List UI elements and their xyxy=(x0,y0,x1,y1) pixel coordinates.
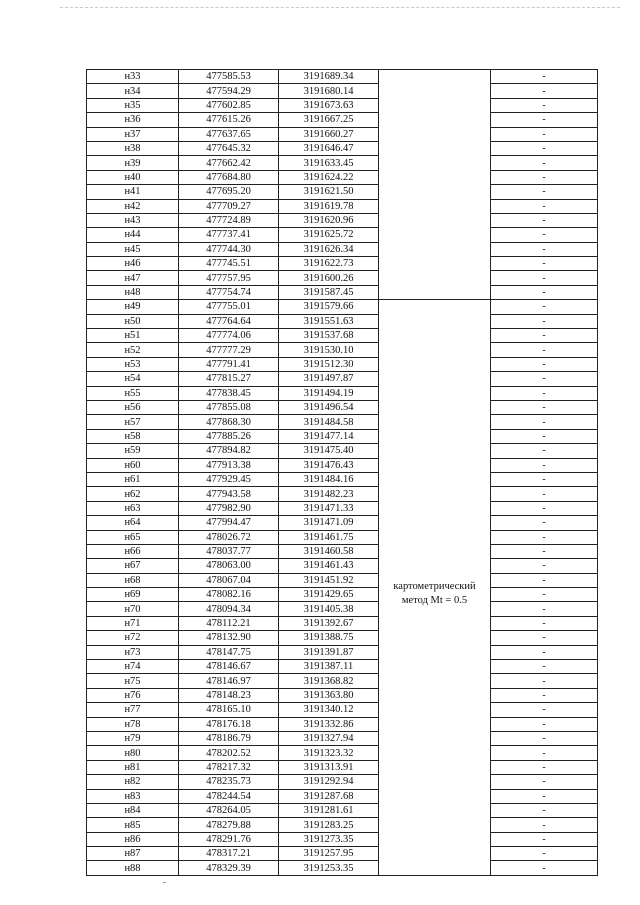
table-row xyxy=(87,602,598,616)
table-row xyxy=(87,170,598,184)
mark-cell: - xyxy=(491,746,598,760)
y-coordinate-cell: 3191512.30 xyxy=(279,357,379,371)
mark-cell: - xyxy=(491,429,598,443)
table-row xyxy=(87,314,598,328)
point-name-cell: н44 xyxy=(87,228,179,242)
x-coordinate-cell: 478026.72 xyxy=(179,530,279,544)
x-coordinate-cell: 478186.79 xyxy=(179,731,279,745)
table-row xyxy=(87,213,598,227)
table-row xyxy=(87,616,598,630)
table-row xyxy=(87,271,598,285)
y-coordinate-cell: 3191477.14 xyxy=(279,429,379,443)
mark-cell: - xyxy=(491,717,598,731)
x-coordinate-cell: 478264.05 xyxy=(179,803,279,817)
table-row xyxy=(87,156,598,170)
y-coordinate-cell: 3191471.09 xyxy=(279,516,379,530)
y-coordinate-cell: 3191624.22 xyxy=(279,170,379,184)
y-coordinate-cell: 3191451.92 xyxy=(279,573,379,587)
table-row xyxy=(87,660,598,674)
table-row xyxy=(87,760,598,774)
table-row xyxy=(87,746,598,760)
table-row xyxy=(87,588,598,602)
mark-cell: - xyxy=(491,660,598,674)
y-coordinate-cell: 3191327.94 xyxy=(279,731,379,745)
y-coordinate-cell: 3191253.35 xyxy=(279,861,379,875)
table-row xyxy=(87,228,598,242)
table-row xyxy=(87,487,598,501)
point-name-cell: н46 xyxy=(87,257,179,271)
table-row xyxy=(87,415,598,429)
x-coordinate-cell: 478148.23 xyxy=(179,688,279,702)
y-coordinate-cell: 3191646.47 xyxy=(279,141,379,155)
x-coordinate-cell: 477662.42 xyxy=(179,156,279,170)
point-name-cell: н55 xyxy=(87,386,179,400)
mark-cell: - xyxy=(491,731,598,745)
y-coordinate-cell: 3191475.40 xyxy=(279,444,379,458)
point-name-cell: н86 xyxy=(87,832,179,846)
y-coordinate-cell: 3191620.96 xyxy=(279,213,379,227)
x-coordinate-cell: 478317.21 xyxy=(179,847,279,861)
mark-cell: - xyxy=(491,645,598,659)
point-name-cell: н88 xyxy=(87,861,179,875)
table-row xyxy=(87,199,598,213)
x-coordinate-cell: 477594.29 xyxy=(179,84,279,98)
table-row xyxy=(87,429,598,443)
mark-cell: - xyxy=(491,329,598,343)
table-row xyxy=(87,544,598,558)
table-row xyxy=(87,141,598,155)
point-name-cell: н82 xyxy=(87,775,179,789)
table-row xyxy=(87,185,598,199)
x-coordinate-cell: 477774.06 xyxy=(179,329,279,343)
table-row xyxy=(87,70,598,84)
point-name-cell: н72 xyxy=(87,631,179,645)
table-row xyxy=(87,400,598,414)
point-name-cell: н79 xyxy=(87,731,179,745)
table-row xyxy=(87,113,598,127)
y-coordinate-cell: 3191625.72 xyxy=(279,228,379,242)
table-row xyxy=(87,98,598,112)
y-coordinate-cell: 3191660.27 xyxy=(279,127,379,141)
y-coordinate-cell: 3191587.45 xyxy=(279,285,379,299)
x-coordinate-cell: 477868.30 xyxy=(179,415,279,429)
y-coordinate-cell: 3191476.43 xyxy=(279,458,379,472)
mark-cell: - xyxy=(491,573,598,587)
x-coordinate-cell: 477815.27 xyxy=(179,372,279,386)
mark-cell: - xyxy=(491,127,598,141)
point-name-cell: н76 xyxy=(87,688,179,702)
table-row xyxy=(87,257,598,271)
mark-cell: - xyxy=(491,847,598,861)
y-coordinate-cell: 3191626.34 xyxy=(279,242,379,256)
x-coordinate-cell: 477754.74 xyxy=(179,285,279,299)
y-coordinate-cell: 3191391.87 xyxy=(279,645,379,659)
point-name-cell: н41 xyxy=(87,185,179,199)
mark-cell: - xyxy=(491,141,598,155)
mark-cell: - xyxy=(491,156,598,170)
mark-cell: - xyxy=(491,616,598,630)
table-row xyxy=(87,645,598,659)
point-name-cell: н54 xyxy=(87,372,179,386)
y-coordinate-cell: 3191600.26 xyxy=(279,271,379,285)
point-name-cell: н87 xyxy=(87,847,179,861)
table-row xyxy=(87,386,598,400)
mark-cell: - xyxy=(491,832,598,846)
method-line-2: метод Mt = 0.5 xyxy=(401,594,468,606)
table-row xyxy=(87,861,598,875)
mark-cell: - xyxy=(491,300,598,314)
y-coordinate-cell: 3191460.58 xyxy=(279,544,379,558)
table-row xyxy=(87,127,598,141)
x-coordinate-cell: 477894.82 xyxy=(179,444,279,458)
y-coordinate-cell: 3191579.66 xyxy=(279,300,379,314)
mark-cell: - xyxy=(491,688,598,702)
point-name-cell: н74 xyxy=(87,660,179,674)
x-coordinate-cell: 477943.58 xyxy=(179,487,279,501)
point-name-cell: н66 xyxy=(87,544,179,558)
y-coordinate-cell: 3191494.19 xyxy=(279,386,379,400)
y-coordinate-cell: 3191429.65 xyxy=(279,588,379,602)
coordinates-table xyxy=(86,69,598,876)
mark-cell: - xyxy=(491,170,598,184)
mark-cell: - xyxy=(491,199,598,213)
x-coordinate-cell: 477777.29 xyxy=(179,343,279,357)
mark-cell: - xyxy=(491,588,598,602)
point-name-cell: н75 xyxy=(87,674,179,688)
y-coordinate-cell: 3191461.43 xyxy=(279,559,379,573)
y-coordinate-cell: 3191323.32 xyxy=(279,746,379,760)
mark-cell: - xyxy=(491,544,598,558)
x-coordinate-cell: 477637.65 xyxy=(179,127,279,141)
y-coordinate-cell: 3191484.58 xyxy=(279,415,379,429)
x-coordinate-cell: 478146.97 xyxy=(179,674,279,688)
point-name-cell: н51 xyxy=(87,329,179,343)
y-coordinate-cell: 3191313.91 xyxy=(279,760,379,774)
y-coordinate-cell: 3191667.25 xyxy=(279,113,379,127)
table-row xyxy=(87,731,598,745)
point-name-cell: н81 xyxy=(87,760,179,774)
mark-cell: - xyxy=(491,113,598,127)
mark-cell: - xyxy=(491,84,598,98)
point-name-cell: н52 xyxy=(87,343,179,357)
point-name-cell: н77 xyxy=(87,703,179,717)
point-name-cell: н50 xyxy=(87,314,179,328)
y-coordinate-cell: 3191340.12 xyxy=(279,703,379,717)
mark-cell: - xyxy=(491,674,598,688)
mark-cell: - xyxy=(491,372,598,386)
method-line-1: картометрический xyxy=(393,580,476,592)
point-name-cell: н57 xyxy=(87,415,179,429)
x-coordinate-cell: 477684.80 xyxy=(179,170,279,184)
mark-cell: - xyxy=(491,559,598,573)
mark-cell: - xyxy=(491,775,598,789)
y-coordinate-cell: 3191689.34 xyxy=(279,70,379,84)
y-coordinate-cell: 3191332.86 xyxy=(279,717,379,731)
x-coordinate-cell: 478146.67 xyxy=(179,660,279,674)
point-name-cell: н84 xyxy=(87,803,179,817)
point-name-cell: н59 xyxy=(87,444,179,458)
mark-cell: - xyxy=(491,602,598,616)
table-row xyxy=(87,530,598,544)
x-coordinate-cell: 477791.41 xyxy=(179,357,279,371)
point-name-cell: н73 xyxy=(87,645,179,659)
table-row xyxy=(87,458,598,472)
point-name-cell: н65 xyxy=(87,530,179,544)
x-coordinate-cell: 478147.75 xyxy=(179,645,279,659)
mark-cell: - xyxy=(491,760,598,774)
y-coordinate-cell: 3191680.14 xyxy=(279,84,379,98)
y-coordinate-cell: 3191496.54 xyxy=(279,400,379,414)
table-row xyxy=(87,717,598,731)
x-coordinate-cell: 478329.39 xyxy=(179,861,279,875)
mark-cell: - xyxy=(491,472,598,486)
mark-cell: - xyxy=(491,516,598,530)
x-coordinate-cell: 478094.34 xyxy=(179,602,279,616)
x-coordinate-cell: 478279.88 xyxy=(179,818,279,832)
point-name-cell: н71 xyxy=(87,616,179,630)
mark-cell: - xyxy=(491,343,598,357)
table-row xyxy=(87,559,598,573)
y-coordinate-cell: 3191387.11 xyxy=(279,660,379,674)
mark-cell: - xyxy=(491,242,598,256)
mark-cell: - xyxy=(491,400,598,414)
x-coordinate-cell: 477838.45 xyxy=(179,386,279,400)
table-row xyxy=(87,631,598,645)
mark-cell: - xyxy=(491,818,598,832)
y-coordinate-cell: 3191368.82 xyxy=(279,674,379,688)
method-cell xyxy=(379,300,491,876)
point-name-cell: н49 xyxy=(87,300,179,314)
y-coordinate-cell: 3191482.23 xyxy=(279,487,379,501)
point-name-cell: н78 xyxy=(87,717,179,731)
table-row xyxy=(87,372,598,386)
y-coordinate-cell: 3191537.68 xyxy=(279,329,379,343)
point-name-cell: н42 xyxy=(87,199,179,213)
point-name-cell: н39 xyxy=(87,156,179,170)
point-name-cell: н61 xyxy=(87,472,179,486)
x-coordinate-cell: 477602.85 xyxy=(179,98,279,112)
point-name-cell: н70 xyxy=(87,602,179,616)
scan-edge-artifact xyxy=(60,7,620,9)
y-coordinate-cell: 3191619.78 xyxy=(279,199,379,213)
x-coordinate-cell: 477709.27 xyxy=(179,199,279,213)
mark-cell: - xyxy=(491,386,598,400)
x-coordinate-cell: 477994.47 xyxy=(179,516,279,530)
y-coordinate-cell: 3191283.25 xyxy=(279,818,379,832)
table-row xyxy=(87,789,598,803)
x-coordinate-cell: 478202.52 xyxy=(179,746,279,760)
point-name-cell: н60 xyxy=(87,458,179,472)
mark-cell: - xyxy=(491,530,598,544)
y-coordinate-cell: 3191392.67 xyxy=(279,616,379,630)
point-name-cell: н63 xyxy=(87,501,179,515)
point-name-cell: н45 xyxy=(87,242,179,256)
mark-cell: - xyxy=(491,458,598,472)
table-row xyxy=(87,357,598,371)
y-coordinate-cell: 3191363.80 xyxy=(279,688,379,702)
mark-cell: - xyxy=(491,861,598,875)
method-cell xyxy=(379,70,491,300)
y-coordinate-cell: 3191484.16 xyxy=(279,472,379,486)
table-row xyxy=(87,329,598,343)
mark-cell: - xyxy=(491,70,598,84)
y-coordinate-cell: 3191673.63 xyxy=(279,98,379,112)
x-coordinate-cell: 478037.77 xyxy=(179,544,279,558)
point-name-cell: н68 xyxy=(87,573,179,587)
x-coordinate-cell: 477982.90 xyxy=(179,501,279,515)
x-coordinate-cell: 478112.21 xyxy=(179,616,279,630)
mark-cell: - xyxy=(491,228,598,242)
point-name-cell: н62 xyxy=(87,487,179,501)
x-coordinate-cell: 477913.38 xyxy=(179,458,279,472)
mark-cell: - xyxy=(491,501,598,515)
x-coordinate-cell: 477757.95 xyxy=(179,271,279,285)
table-row xyxy=(87,242,598,256)
x-coordinate-cell: 477645.32 xyxy=(179,141,279,155)
point-name-cell: н56 xyxy=(87,400,179,414)
table-row xyxy=(87,472,598,486)
point-name-cell: н38 xyxy=(87,141,179,155)
mark-cell: - xyxy=(491,415,598,429)
x-coordinate-cell: 478132.90 xyxy=(179,631,279,645)
table-row xyxy=(87,516,598,530)
y-coordinate-cell: 3191530.10 xyxy=(279,343,379,357)
point-name-cell: н40 xyxy=(87,170,179,184)
table-row xyxy=(87,775,598,789)
y-coordinate-cell: 3191287.68 xyxy=(279,789,379,803)
y-coordinate-cell: 3191281.61 xyxy=(279,803,379,817)
x-coordinate-cell: 477755.01 xyxy=(179,300,279,314)
table-row xyxy=(87,501,598,515)
x-coordinate-cell: 478291.76 xyxy=(179,832,279,846)
point-name-cell: н58 xyxy=(87,429,179,443)
y-coordinate-cell: 3191621.50 xyxy=(279,185,379,199)
table-row xyxy=(87,674,598,688)
table-row xyxy=(87,285,598,299)
table-row xyxy=(87,703,598,717)
y-coordinate-cell: 3191292.94 xyxy=(279,775,379,789)
table-row xyxy=(87,84,598,98)
x-coordinate-cell: 478082.16 xyxy=(179,588,279,602)
x-coordinate-cell: 478067.04 xyxy=(179,573,279,587)
x-coordinate-cell: 477855.08 xyxy=(179,400,279,414)
x-coordinate-cell: 477737.41 xyxy=(179,228,279,242)
x-coordinate-cell: 477745.51 xyxy=(179,257,279,271)
y-coordinate-cell: 3191461.75 xyxy=(279,530,379,544)
x-coordinate-cell: 477695.20 xyxy=(179,185,279,199)
x-coordinate-cell: 478063.00 xyxy=(179,559,279,573)
mark-cell: - xyxy=(491,213,598,227)
point-name-cell: н80 xyxy=(87,746,179,760)
y-coordinate-cell: 3191405.38 xyxy=(279,602,379,616)
table-row xyxy=(87,300,598,314)
mark-cell: - xyxy=(491,703,598,717)
mark-cell: - xyxy=(491,789,598,803)
point-name-cell: н85 xyxy=(87,818,179,832)
mark-cell: - xyxy=(491,271,598,285)
point-name-cell: н36 xyxy=(87,113,179,127)
table-row xyxy=(87,818,598,832)
scan-speck xyxy=(163,882,166,883)
x-coordinate-cell: 478244.54 xyxy=(179,789,279,803)
x-coordinate-cell: 477929.45 xyxy=(179,472,279,486)
y-coordinate-cell: 3191388.75 xyxy=(279,631,379,645)
mark-cell: - xyxy=(491,803,598,817)
point-name-cell: н35 xyxy=(87,98,179,112)
x-coordinate-cell: 477744.30 xyxy=(179,242,279,256)
x-coordinate-cell: 477585.53 xyxy=(179,70,279,84)
point-name-cell: н37 xyxy=(87,127,179,141)
point-name-cell: н67 xyxy=(87,559,179,573)
mark-cell: - xyxy=(491,487,598,501)
mark-cell: - xyxy=(491,631,598,645)
x-coordinate-cell: 477764.64 xyxy=(179,314,279,328)
y-coordinate-cell: 3191497.87 xyxy=(279,372,379,386)
table-row xyxy=(87,444,598,458)
table-row xyxy=(87,343,598,357)
point-name-cell: н64 xyxy=(87,516,179,530)
x-coordinate-cell: 478235.73 xyxy=(179,775,279,789)
x-coordinate-cell: 478217.32 xyxy=(179,760,279,774)
point-name-cell: н47 xyxy=(87,271,179,285)
table-row xyxy=(87,832,598,846)
mark-cell: - xyxy=(491,98,598,112)
x-coordinate-cell: 478176.18 xyxy=(179,717,279,731)
coordinates-table-body xyxy=(87,70,598,876)
mark-cell: - xyxy=(491,357,598,371)
point-name-cell: н34 xyxy=(87,84,179,98)
table-row xyxy=(87,573,598,587)
x-coordinate-cell: 477724.89 xyxy=(179,213,279,227)
point-name-cell: н48 xyxy=(87,285,179,299)
y-coordinate-cell: 3191273.35 xyxy=(279,832,379,846)
mark-cell: - xyxy=(491,257,598,271)
y-coordinate-cell: 3191471.33 xyxy=(279,501,379,515)
mark-cell: - xyxy=(491,444,598,458)
x-coordinate-cell: 477615.26 xyxy=(179,113,279,127)
point-name-cell: н83 xyxy=(87,789,179,803)
table-row xyxy=(87,847,598,861)
table-row xyxy=(87,688,598,702)
table-row xyxy=(87,803,598,817)
point-name-cell: н33 xyxy=(87,70,179,84)
mark-cell: - xyxy=(491,314,598,328)
mark-cell: - xyxy=(491,185,598,199)
point-name-cell: н69 xyxy=(87,588,179,602)
x-coordinate-cell: 478165.10 xyxy=(179,703,279,717)
x-coordinate-cell: 477885.26 xyxy=(179,429,279,443)
y-coordinate-cell: 3191257.95 xyxy=(279,847,379,861)
y-coordinate-cell: 3191551.63 xyxy=(279,314,379,328)
y-coordinate-cell: 3191622.73 xyxy=(279,257,379,271)
point-name-cell: н43 xyxy=(87,213,179,227)
mark-cell: - xyxy=(491,285,598,299)
y-coordinate-cell: 3191633.45 xyxy=(279,156,379,170)
point-name-cell: н53 xyxy=(87,357,179,371)
